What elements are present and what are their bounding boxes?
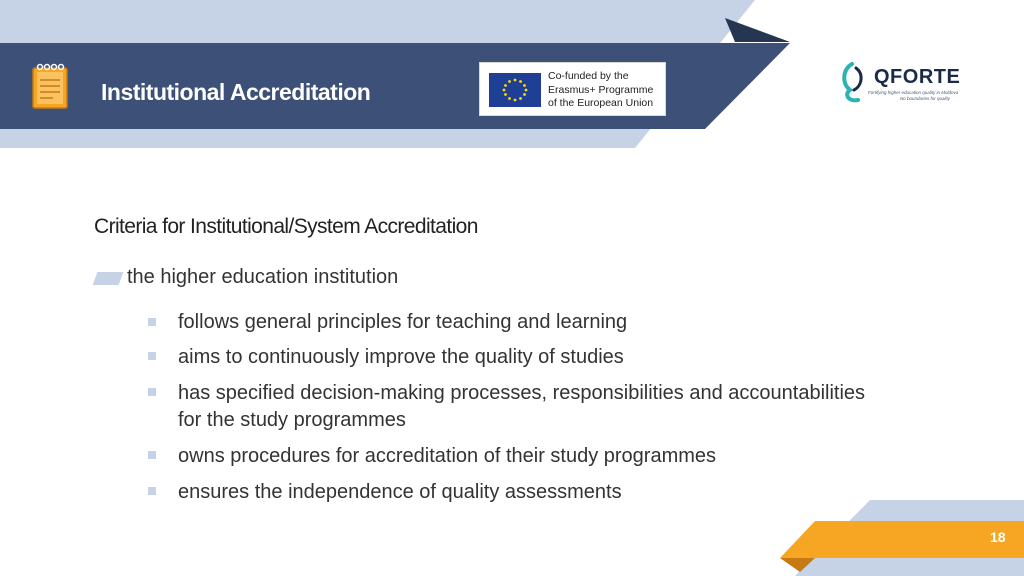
notebook-icon bbox=[31, 62, 69, 110]
qforte-name: QFORTE bbox=[874, 66, 961, 88]
bullet-square-icon bbox=[148, 451, 156, 459]
bullet-square-icon bbox=[148, 318, 156, 326]
header-shadow bbox=[725, 18, 790, 42]
qforte-swirl-icon bbox=[838, 60, 872, 104]
footer-orange-bar bbox=[780, 521, 1024, 558]
list-item-continuation: for the study programmes bbox=[178, 409, 406, 431]
eu-logo-line2: Erasmus+ Programme bbox=[548, 83, 654, 96]
eu-logo-line3: of the European Union bbox=[548, 97, 654, 109]
qforte-logo bbox=[838, 60, 968, 108]
eu-erasmus-logo bbox=[479, 62, 666, 116]
qforte-tagline-2: No boundaries for quality bbox=[900, 96, 951, 101]
list-item: ensures the independence of quality assessments bbox=[178, 481, 622, 503]
bullet-square-icon bbox=[148, 352, 156, 360]
section-subtitle: Criteria for Institutional/System Accreditation bbox=[94, 215, 478, 238]
lead-bullet-marker bbox=[93, 272, 124, 285]
eu-logo-line1: Co-funded by the bbox=[548, 70, 629, 82]
bullet-square-icon bbox=[148, 388, 156, 396]
lead-text: the higher education institution bbox=[127, 266, 399, 288]
list-item: owns procedures for accreditation of their study programmes bbox=[178, 445, 717, 467]
list-item: follows general principles for teaching and learning bbox=[178, 311, 628, 333]
qforte-tagline: Fortifying higher education quality in Moldova bbox=[868, 90, 959, 95]
bullet-square-icon bbox=[148, 487, 156, 495]
list-item: aims to continuously improve the quality of studies bbox=[178, 346, 624, 368]
page-title: Institutional Accreditation bbox=[101, 79, 371, 105]
eu-flag-icon bbox=[489, 73, 541, 107]
list-item: has specified decision-making processes, responsibilities and accountabilities bbox=[178, 382, 866, 404]
page-number: 18 bbox=[990, 529, 1006, 545]
